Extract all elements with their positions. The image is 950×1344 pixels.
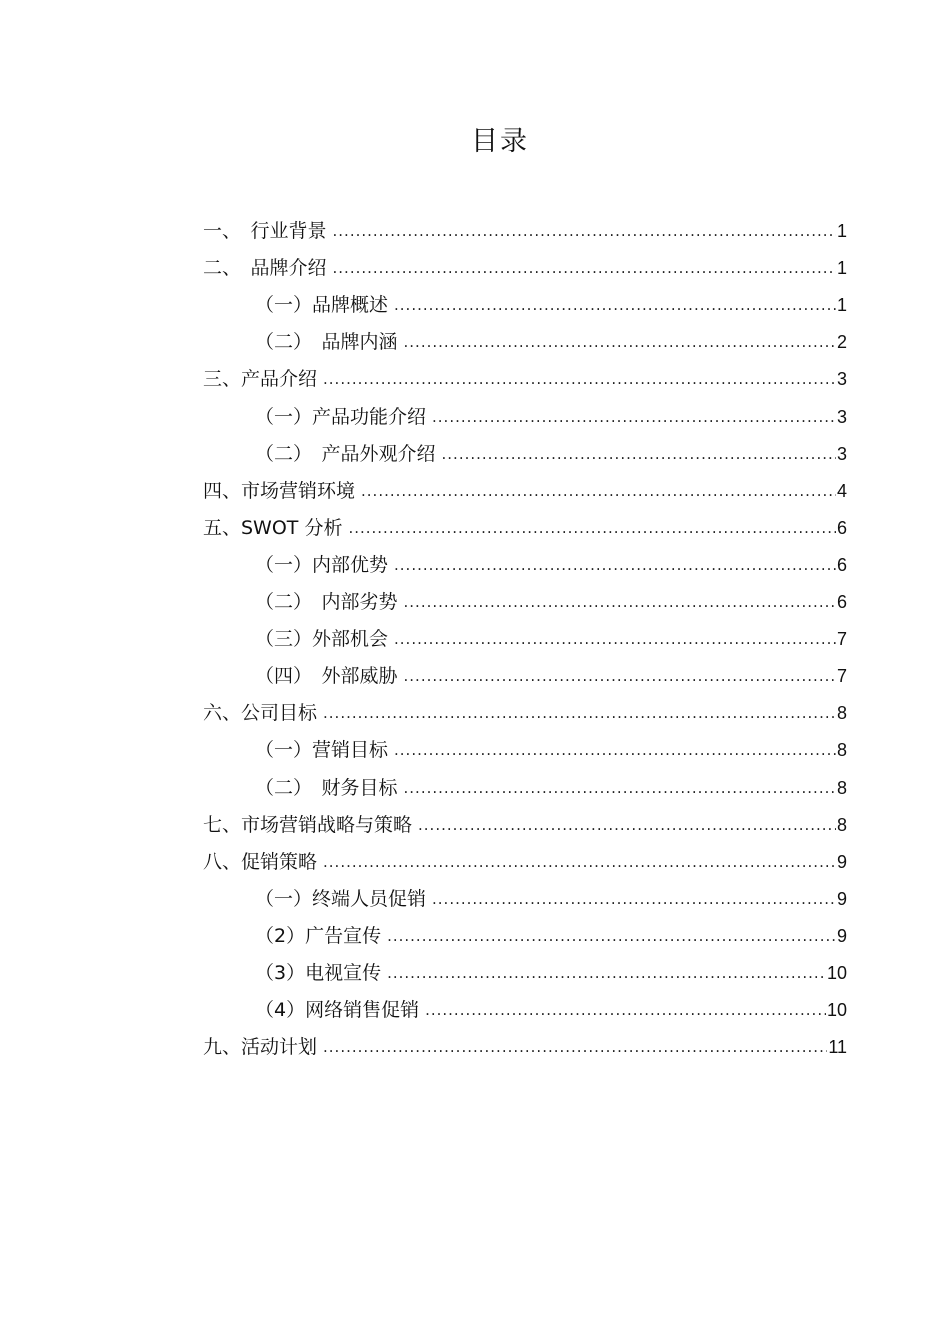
- toc-leader-dots: [425, 999, 826, 1021]
- toc-leader-dots: [323, 851, 836, 873]
- toc-leader-dots: [323, 368, 836, 390]
- toc-entry[interactable]: [203, 392, 847, 429]
- toc-page-number: 1: [836, 295, 847, 316]
- toc-leader-dots: [442, 443, 836, 465]
- toc-leader-dots: [394, 554, 836, 576]
- toc-leader-dots: [404, 665, 836, 687]
- toc-entry[interactable]: [203, 244, 847, 281]
- toc-entry[interactable]: [203, 355, 847, 392]
- toc-entry-text: 四、市场营销环境: [203, 479, 356, 502]
- toc-leader-dots: [387, 925, 836, 947]
- toc-entry-text: 八、促销策略: [203, 850, 318, 873]
- toc-page-number: 11: [828, 1037, 847, 1058]
- toc-page-number: 9: [836, 851, 847, 872]
- toc-entry[interactable]: [203, 541, 847, 578]
- toc-entry-text: 二、 品牌介绍: [203, 257, 327, 280]
- toc-entry[interactable]: [203, 207, 847, 244]
- toc-entry[interactable]: [203, 986, 847, 1023]
- toc-entry-text: 一、 行业背景: [203, 220, 327, 243]
- toc-title: 目录: [471, 126, 529, 157]
- toc-leader-dots: [323, 702, 836, 724]
- toc-entry-text: （一）终端人员促销: [255, 887, 427, 910]
- toc-entry-text: （四） 外部威胁: [255, 665, 398, 688]
- toc-page-number: 1: [836, 258, 847, 279]
- toc-page-number: 9: [836, 888, 847, 909]
- toc-entry-text: 七、市场营销战略与策略: [203, 813, 413, 836]
- toc-entry[interactable]: [203, 763, 847, 800]
- toc-entry-text: （4）网络销售促销: [255, 999, 420, 1022]
- toc-entry-text: （二） 产品外观介绍: [255, 442, 436, 465]
- toc-entry-text: 九、活动计划: [203, 1036, 318, 1059]
- toc-entry[interactable]: [203, 652, 847, 689]
- toc-leader-dots: [333, 257, 836, 279]
- toc-page-number: 10: [826, 1000, 847, 1021]
- toc-entry[interactable]: [203, 689, 847, 726]
- toc-leader-dots: [361, 480, 836, 502]
- toc-leader-dots: [348, 517, 836, 539]
- toc-page-number: 6: [836, 517, 847, 538]
- toc-entry-text: （一）品牌概述: [255, 294, 389, 317]
- toc-leader-dots: [432, 888, 836, 910]
- toc-leader-dots: [394, 628, 836, 650]
- toc-page-number: 7: [836, 666, 847, 687]
- toc-leader-dots: [387, 962, 826, 984]
- toc-entry[interactable]: [203, 726, 847, 763]
- toc-entry[interactable]: [203, 504, 847, 541]
- toc-page-number: 8: [836, 740, 847, 761]
- toc-entry[interactable]: [203, 801, 847, 838]
- toc-page-number: 7: [836, 629, 847, 650]
- toc-leader-dots: [394, 294, 836, 316]
- toc-page-number: 3: [836, 406, 847, 427]
- toc-entry-text: （二） 财务目标: [255, 776, 398, 799]
- toc-entry-text: （一）内部优势: [255, 553, 389, 576]
- toc-page-number: 1: [836, 221, 847, 242]
- toc-leader-dots: [394, 739, 836, 761]
- toc-entry[interactable]: [203, 838, 847, 875]
- toc-page-number: 8: [836, 777, 847, 798]
- toc-leader-dots: [418, 814, 836, 836]
- toc-entry[interactable]: [203, 875, 847, 912]
- toc-entry-text: （二） 品牌内涵: [255, 331, 398, 354]
- toc-entry[interactable]: [203, 615, 847, 652]
- toc-page-number: 6: [836, 592, 847, 613]
- toc-leader-dots: [333, 220, 836, 242]
- toc-page-number: 3: [836, 443, 847, 464]
- toc-entry[interactable]: [203, 912, 847, 949]
- toc-entry-text: （三）外部机会: [255, 628, 389, 651]
- toc-leader-dots: [323, 1036, 827, 1058]
- toc-page-number: 8: [836, 814, 847, 835]
- toc-page-number: 4: [836, 480, 847, 501]
- toc-page-number: 10: [826, 962, 847, 983]
- toc-page-number: 8: [836, 703, 847, 724]
- toc-entry[interactable]: [203, 281, 847, 318]
- toc-leader-dots: [404, 331, 836, 353]
- toc-entry-text: （一）营销目标: [255, 739, 389, 762]
- toc-entry-text: 六、公司目标: [203, 702, 318, 725]
- toc-entry[interactable]: [203, 318, 847, 355]
- toc-entry[interactable]: [203, 1023, 847, 1060]
- toc-entry[interactable]: [203, 467, 847, 504]
- toc-entry-text: （一）产品功能介绍: [255, 405, 427, 428]
- toc-leader-dots: [404, 777, 836, 799]
- toc-page-number: 3: [836, 369, 847, 390]
- toc-entry-text: （二） 内部劣势: [255, 591, 398, 614]
- table-of-contents: [203, 207, 847, 1060]
- toc-page-number: 9: [836, 925, 847, 946]
- toc-entry-text: 三、产品介绍: [203, 368, 318, 391]
- toc-entry[interactable]: [203, 578, 847, 615]
- toc-leader-dots: [404, 591, 836, 613]
- toc-entry[interactable]: [203, 949, 847, 986]
- toc-entry-text: 五、SWOT 分析: [203, 516, 343, 539]
- toc-entry-text: （2）广告宣传: [255, 924, 382, 947]
- toc-page-number: 6: [836, 554, 847, 575]
- toc-entry[interactable]: [203, 430, 847, 467]
- toc-page-number: 2: [836, 332, 847, 353]
- toc-leader-dots: [432, 406, 836, 428]
- toc-entry-text: （3）电视宣传: [255, 961, 382, 984]
